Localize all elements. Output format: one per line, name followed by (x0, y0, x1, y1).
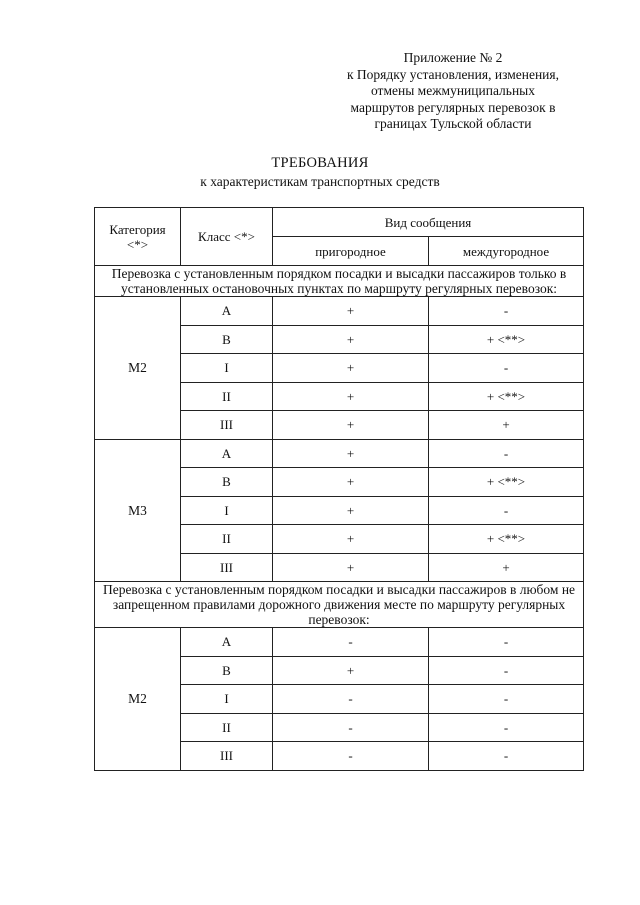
class-cell: III (181, 411, 273, 440)
appendix-header (318, 50, 588, 133)
header-category: Категория <*> (95, 208, 181, 266)
intercity-cell: - (429, 354, 584, 383)
intercity-cell: - (429, 439, 584, 468)
suburban-cell: + (273, 496, 429, 525)
intercity-cell: - (429, 628, 584, 657)
header-suburban: пригородное (273, 237, 429, 266)
intercity-cell: + <**> (429, 468, 584, 497)
intercity-cell: - (429, 297, 584, 326)
suburban-cell: - (273, 628, 429, 657)
intercity-cell: - (429, 685, 584, 714)
category-cell: M3 (95, 439, 181, 582)
intercity-cell: + (429, 553, 584, 582)
section-description: Перевозка с установленным порядком посадки и высадки пассажиров в любом не запрещенном правилами дорожного движения месте по маршруту регулярных перевозок: (95, 582, 584, 628)
suburban-cell: + (273, 411, 429, 440)
intercity-cell: - (429, 496, 584, 525)
intercity-cell: + <**> (429, 382, 584, 411)
intercity-cell: + (429, 411, 584, 440)
section-row (95, 582, 584, 628)
document-title: ТРЕБОВАНИЯ (271, 155, 369, 171)
intercity-cell: - (429, 656, 584, 685)
requirements-table (94, 207, 584, 771)
table-row (95, 439, 584, 468)
appendix-line: отмены межмуниципальных (370, 83, 535, 98)
section-description: Перевозка с установленным порядком посадки и высадки пассажиров только в установленных остановочных пунктах по маршруту регулярных перевозок: (95, 266, 584, 297)
appendix-line: Приложение № 2 (403, 50, 503, 65)
intercity-cell: + <**> (429, 525, 584, 554)
appendix-line: к Порядку установления, изменения, (346, 66, 559, 82)
suburban-cell: + (273, 354, 429, 383)
appendix-line: границах Тульской области (374, 116, 532, 131)
header-class: Класс <*> (181, 208, 273, 266)
header-communication-type: Вид сообщения (273, 208, 584, 237)
class-cell: III (181, 553, 273, 582)
category-cell: M2 (95, 297, 181, 440)
document-subtitle: к характеристикам транспортных средств (200, 174, 440, 189)
suburban-cell: + (273, 382, 429, 411)
class-cell: I (181, 685, 273, 714)
suburban-cell: + (273, 525, 429, 554)
class-cell: A (181, 439, 273, 468)
suburban-cell: - (273, 713, 429, 742)
suburban-cell: + (273, 468, 429, 497)
category-cell: M2 (95, 628, 181, 771)
class-cell: A (181, 628, 273, 657)
intercity-cell: + <**> (429, 325, 584, 354)
class-cell: II (181, 713, 273, 742)
suburban-cell: - (273, 685, 429, 714)
class-cell: B (181, 468, 273, 497)
section-row (95, 266, 584, 297)
intercity-cell: - (429, 713, 584, 742)
suburban-cell: + (273, 325, 429, 354)
class-cell: A (181, 297, 273, 326)
table-row (95, 297, 584, 326)
suburban-cell: - (273, 742, 429, 771)
class-cell: II (181, 382, 273, 411)
suburban-cell: + (273, 553, 429, 582)
class-cell: I (181, 496, 273, 525)
header-row (95, 208, 584, 237)
class-cell: I (181, 354, 273, 383)
table-row (95, 628, 584, 657)
header-intercity: междугородное (429, 237, 584, 266)
class-cell: B (181, 656, 273, 685)
suburban-cell: + (273, 297, 429, 326)
appendix-line: маршрутов регулярных перевозок в (350, 99, 556, 115)
suburban-cell: + (273, 656, 429, 685)
class-cell: III (181, 742, 273, 771)
intercity-cell: - (429, 742, 584, 771)
class-cell: B (181, 325, 273, 354)
suburban-cell: + (273, 439, 429, 468)
requirements-table-body (95, 208, 584, 771)
class-cell: II (181, 525, 273, 554)
